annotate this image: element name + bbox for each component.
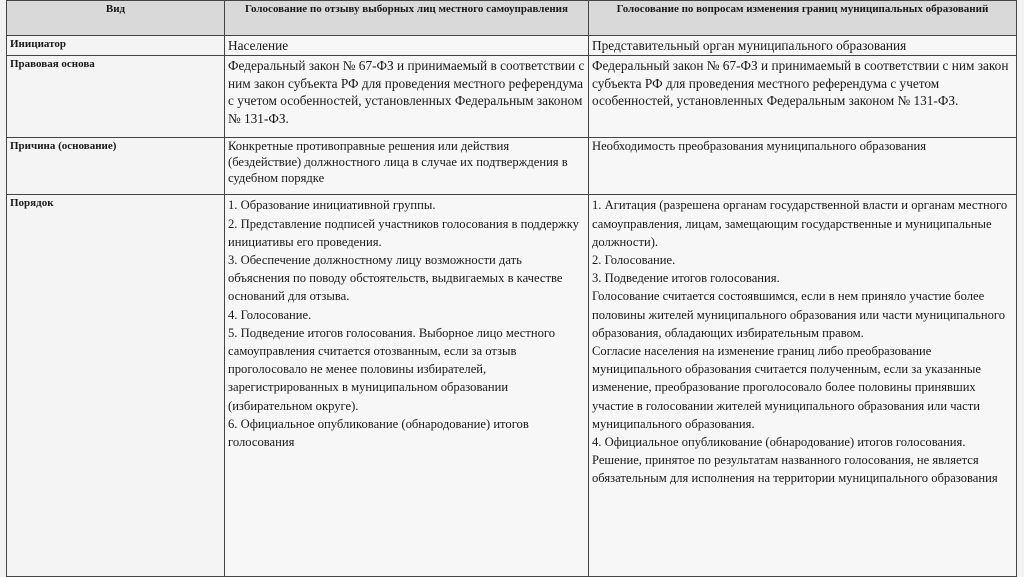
list-item: 3. Обеспечение должностному лицу возможности дать объяснения по поводу обстоятельств, выдвигаемых в качестве оснований для отзыва. <box>228 253 566 304</box>
list-item: Согласие населения на изменение границ либо преобразование муниципального образования считается полученным, если за указанные изменение, преобразование проголосовало более половины принявших участие в голосовании жителей муниципального образования или части муниципального образования. <box>592 344 985 431</box>
cell-legal-borders: Федеральный закон № 67-ФЗ и принимаемый в соответствии с ним закон субъекта РФ для проведения местного референдума с учетом особенностей, установленных Федеральным законом № 131-ФЗ. <box>589 56 1017 138</box>
row-label-legal-basis: Правовая основа <box>7 56 225 138</box>
list-item: 6. Официальное опубликование (обнародование) итогов голосования <box>228 416 532 450</box>
list-item: 5. Подведение итогов голосования. Выборное лицо местного самоуправления считается отозванным, если за отзыв проголосовало не менее половины избирателей, зарегистрированных в муниципальном образовании (избирательном округе). <box>228 325 559 413</box>
cell-reason-recall: Конкретные противоправные решения или действия (бездействие) должностного лица в случае их подтверждения в судебном порядке <box>225 138 589 195</box>
list-item: 1. Агитация (разрешена органам государственной власти и органам местного самоуправления, лицам, замещающим государственные и муниципальные должности). <box>592 198 1011 249</box>
row-label-initiator: Инициатор <box>7 36 225 56</box>
row-label-reason: Причина (основание) <box>7 138 225 195</box>
list-item: 2. Представление подписей участников голосования в поддержку инициативы его проведения. <box>228 216 583 249</box>
list-item: Решение, принятое по результатам названного голосования, не является обязательным для исполнения на территории муниципального образования <box>592 453 998 486</box>
list-item: 4. Голосование. <box>228 307 312 322</box>
table-row <box>7 56 1017 138</box>
header-borders-voting: Голосование по вопросам изменения границ муниципальных образований <box>589 1 1017 36</box>
list-item: 3. Подведение итогов голосования. <box>592 271 780 286</box>
list-item: Голосование считается состоявшимся, если в нем приняло участие более половины жителей муниципального образования или части муниципального образования, обладающих избирательным правом. <box>592 289 1009 340</box>
cell-order-recall <box>225 195 589 577</box>
list-item: 2. Голосование. <box>592 253 676 268</box>
cell-reason-borders: Необходимость преобразования муниципального образования <box>589 138 1017 195</box>
comparison-table <box>6 0 1017 577</box>
header-recall-voting: Голосование по отзыву выборных лиц местного самоуправления <box>225 1 589 36</box>
table-row <box>7 195 1017 577</box>
cell-initiator-recall: Население <box>225 36 589 56</box>
header-type: Вид <box>7 1 225 36</box>
list-item: 1. Образование инициативной группы. <box>228 198 436 213</box>
cell-legal-recall: Федеральный закон № 67-ФЗ и принимаемый в соответствии с ним закон субъекта РФ для проведения местного референдума с учетом особенностей, установленных Федеральным законом № 131-ФЗ. <box>225 56 589 138</box>
cell-order-borders <box>589 195 1017 577</box>
cell-initiator-borders: Представительный орган муниципального образования <box>589 36 1017 56</box>
list-item: 4. Официальное опубликование (обнародование) итогов голосования. <box>592 435 966 450</box>
header-row <box>7 1 1017 36</box>
table-row <box>7 138 1017 195</box>
document-sheet <box>6 0 1016 574</box>
table-row <box>7 36 1017 56</box>
row-label-order: Порядок <box>7 195 225 577</box>
